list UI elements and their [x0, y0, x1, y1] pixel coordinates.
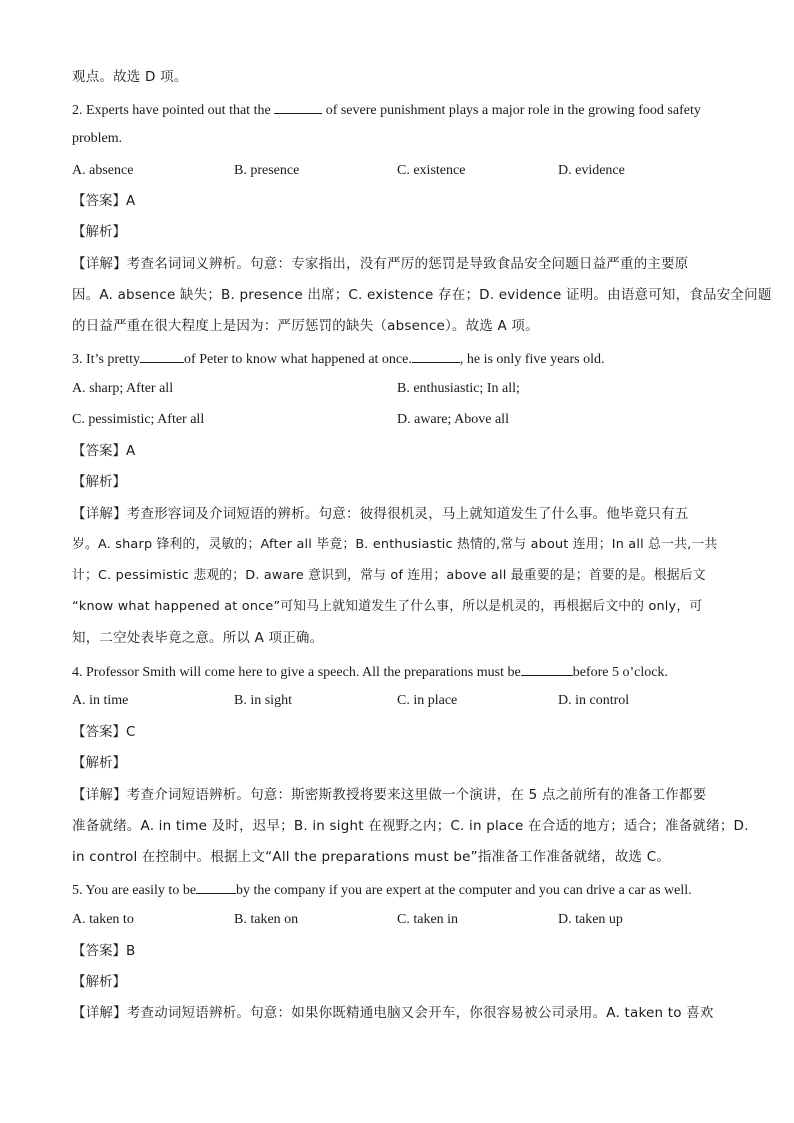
answer-blank: [521, 661, 573, 676]
question-2-stem: [72, 99, 701, 120]
question-4-option-d: D. in control: [558, 693, 630, 708]
question-2-stem-part1: 2. Experts have pointed out that the: [72, 103, 271, 118]
question-2-detail-line: 【详解】考查名词词义辨析。句意：专家指出，没有严厉的惩罚是导致食品安全问题日益严重的主要原: [72, 256, 689, 272]
question-5-analysis-heading: 【解析】: [72, 974, 126, 990]
question-5-detail-line: 【详解】考查动词短语辨析。句意：如果你既精通电脑又会开车，你很容易被公司录用。A. taken to 喜欢: [72, 1005, 714, 1021]
question-4-stem: [72, 661, 668, 682]
question-3-analysis-heading: 【解析】: [72, 474, 126, 490]
question-5-option-b: B. taken on: [234, 912, 299, 927]
question-4-analysis-heading: 【解析】: [72, 755, 126, 771]
question-2-option-c: C. existence: [397, 163, 466, 178]
question-2-option-d: D. evidence: [558, 163, 625, 178]
answer-blank: [196, 879, 236, 894]
question-3-option-d: D. aware; Above all: [397, 412, 509, 427]
question-3-detail-line: 计；C. pessimistic 悲观的；D. aware 意识到，常与 of 连用；above all 最重要的是；首要的是。根据后文: [72, 568, 706, 583]
previous-answer-conclusion: 观点。故选 D 项。: [72, 69, 188, 85]
question-4-option-b: B. in sight: [234, 693, 292, 708]
question-2-stem-line2: problem.: [72, 131, 123, 146]
question-5-option-a: A. taken to: [72, 912, 134, 927]
question-3-stem-part2: of Peter to know what happened at once.: [184, 352, 412, 367]
question-2-detail-line: 因。A. absence 缺失；B. presence 出席；C. existence 存在；D. evidence 证明。由语意可知，食品安全问题: [72, 287, 772, 303]
question-3-answer: 【答案】A: [72, 443, 136, 459]
question-3-option-b: B. enthusiastic; In all;: [397, 381, 520, 396]
question-3-detail-line: 【详解】考查形容词及介词短语的辨析。句意：彼得很机灵，马上就知道发生了什么事。他毕竟只有五: [72, 506, 689, 522]
question-2-stem-part2: of severe punishment plays a major role in the growing food safety: [325, 103, 701, 118]
question-5-stem: [72, 879, 692, 900]
question-4-detail-line: 【详解】考查介词短语辨析。句意：斯密斯教授将要来这里做一个演讲，在 5 点之前所有的准备工作都要: [72, 787, 707, 803]
question-3-stem-part1: 3. It’s pretty: [72, 352, 141, 367]
question-2-option-a: A. absence: [72, 163, 134, 178]
question-3-detail-line: 岁。A. sharp 锋利的，灵敏的；After all 毕竟；B. enthusiastic 热情的,常与 about 连用；In all 总一共,一共: [72, 537, 718, 552]
question-4-answer: 【答案】C: [72, 724, 136, 740]
question-3-stem: [72, 348, 605, 369]
question-4-stem-part2: before 5 o’clock.: [572, 665, 668, 680]
question-3-stem-part3: , he is only five years old.: [459, 352, 605, 367]
answer-blank: [274, 99, 322, 114]
question-2-option-b: B. presence: [234, 163, 300, 178]
question-5-stem-part2: by the company if you are expert at the computer and you can drive a car as well.: [236, 883, 692, 898]
question-4-detail-line: 准备就绪。A. in time 及时，迟早；B. in sight 在视野之内；C. in place 在合适的地方；适合；准备就绪；D.: [72, 818, 749, 834]
question-3-detail-line: “know what happened at once”可知马上就知道发生了什么事，所以是机灵的，再根据后文中的 only，可: [72, 599, 703, 614]
question-2-answer: 【答案】A: [72, 193, 136, 209]
question-2-analysis-heading: 【解析】: [72, 224, 126, 240]
question-5-option-c: C. taken in: [397, 912, 459, 927]
question-4-detail-line: in control 在控制中。根据上文“All the preparations must be”指准备工作准备就绪，故选 C。: [72, 849, 671, 865]
question-4-option-c: C. in place: [397, 693, 458, 708]
question-2-detail-line: 的日益严重在很大程度上是因为：严厉惩罚的缺失（absence）。故选 A 项。: [72, 318, 539, 334]
question-4-option-a: A. in time: [72, 693, 129, 708]
question-3-option-c: C. pessimistic; After all: [72, 412, 205, 427]
question-4-stem-part1: 4. Professor Smith will come here to give a speech. All the preparations must be: [72, 665, 521, 680]
answer-blank: [140, 348, 184, 363]
answer-blank: [412, 348, 460, 363]
question-3-detail-line: 知，二空处表毕竟之意。所以 A 项正确。: [72, 630, 324, 646]
question-5-stem-part1: 5. You are easily to be: [72, 883, 197, 898]
question-5-answer: 【答案】B: [72, 943, 136, 959]
question-3-option-a: A. sharp; After all: [72, 381, 174, 396]
question-5-option-d: D. taken up: [558, 912, 623, 927]
